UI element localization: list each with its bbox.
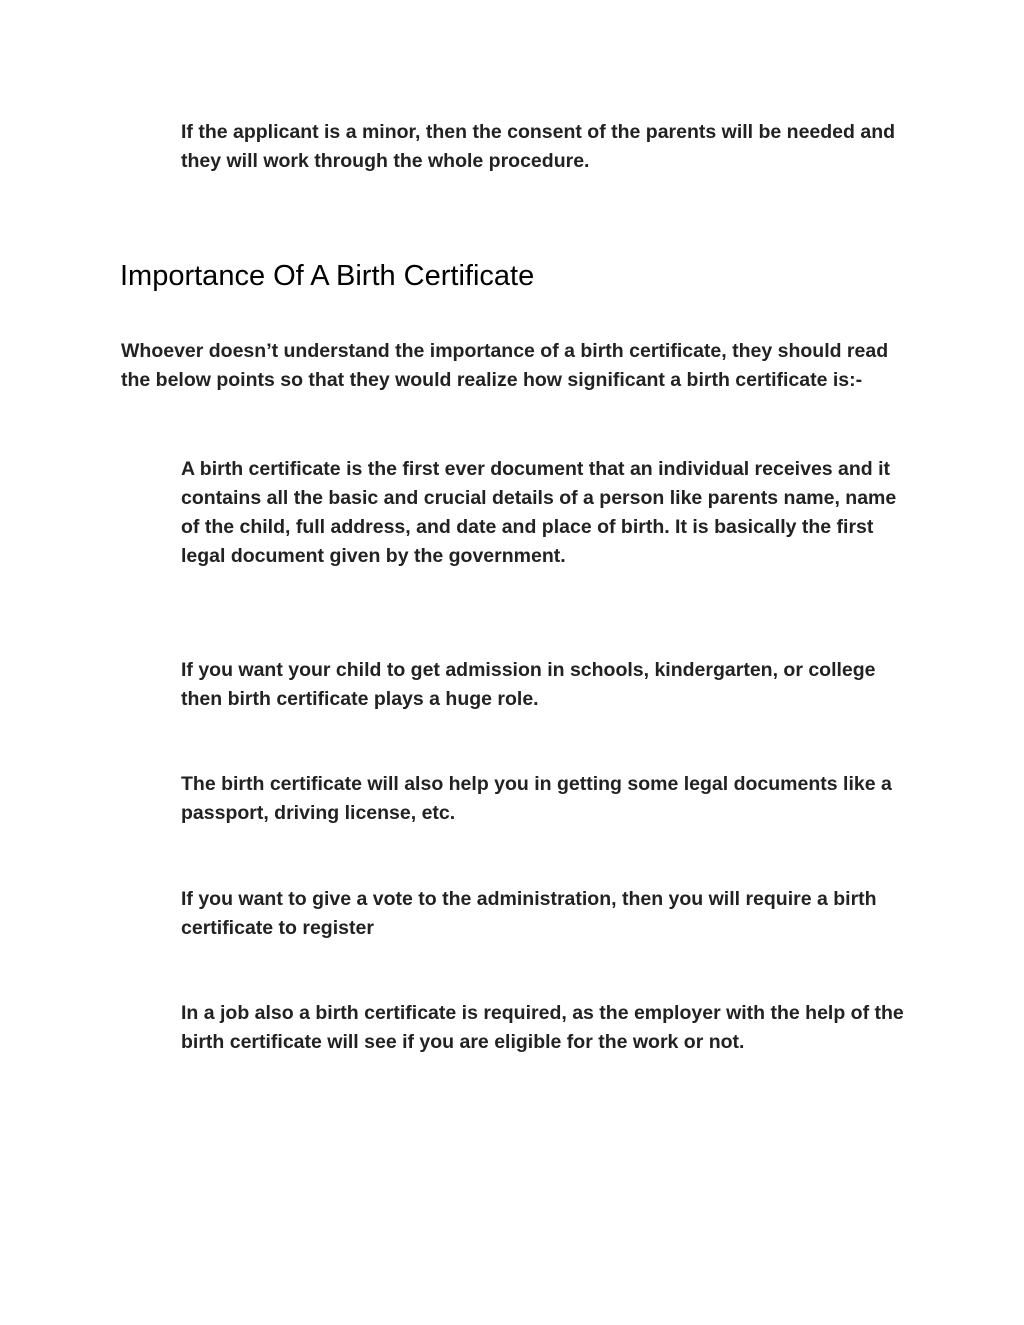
section-lead-paragraph: Whoever doesn’t understand the importance of a birth certificate, they should read the below points so that they would realize how significant a birth certificate is:- xyxy=(121,340,889,391)
point-legal-documents: The birth certificate will also help you in getting some legal documents like a passport, driving license, etc. xyxy=(181,773,892,824)
point-school-admission: If you want your child to get admission in schools, kindergarten, or college then birth certificate plays a huge role. xyxy=(181,659,876,710)
point-first-document: A birth certificate is the first ever document that an individual receives and it contains all the basic and crucial details of a person like parents name, name of the child, full address, and date and place of birth. It is basically the first legal document given by the government. xyxy=(181,458,897,567)
point-vote-registration: If you want to give a vote to the administration, then you will require a birth certificate to register xyxy=(181,888,877,939)
minor-consent-paragraph: If the applicant is a minor, then the consent of the parents will be needed and they will work through the whole procedure. xyxy=(181,121,896,172)
point-job-eligibility: In a job also a birth certificate is required, as the employer with the help of the birth certificate will see if you are eligible for the work or not. xyxy=(181,1002,904,1053)
section-heading: Importance Of A Birth Certificate xyxy=(120,260,535,292)
